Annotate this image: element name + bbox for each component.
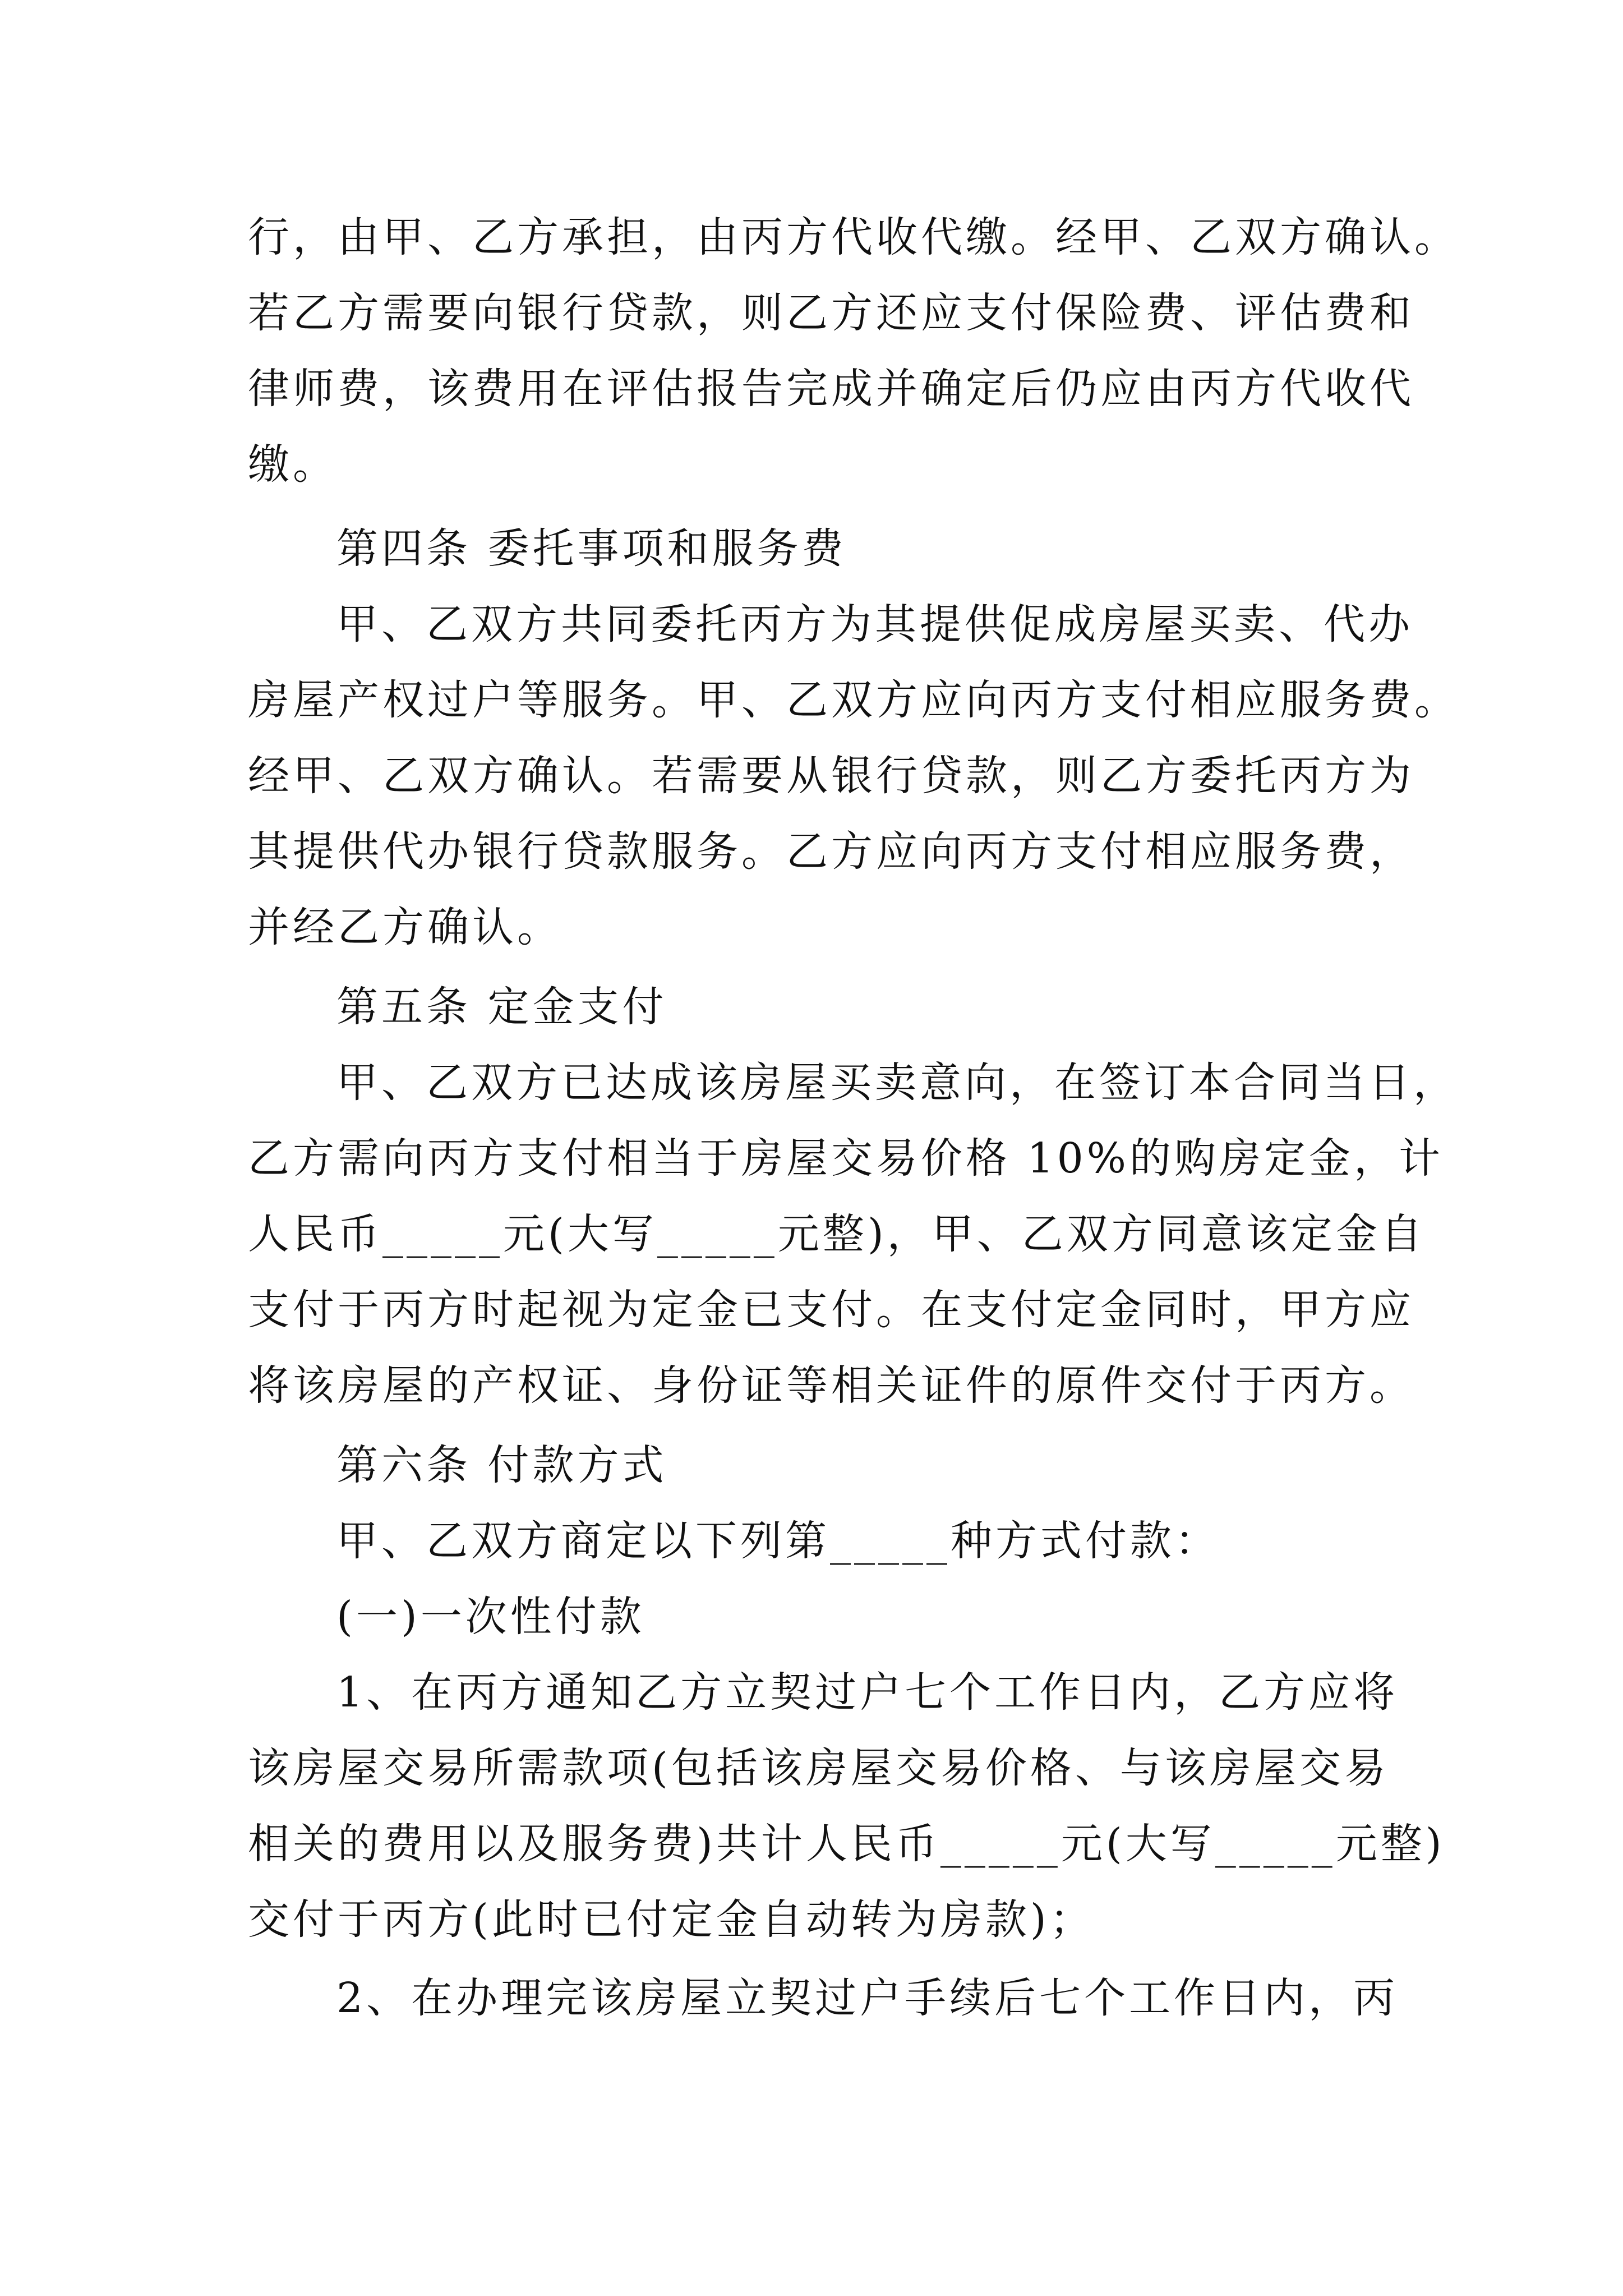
paragraph-line: 将该房屋的产权证、身份证等相关证件的原件交付于丙方。 — [248, 1361, 1414, 1410]
paragraph-line: 甲、乙双方商定以下列第_____种方式付款： — [336, 1517, 1220, 1565]
section-heading: 第五条 定金支付 — [336, 983, 667, 1031]
paragraph-line: 缴。 — [248, 440, 338, 489]
paragraph-line: 支付于丙方时起视为定金已支付。在支付定金同时，甲方应 — [248, 1286, 1414, 1334]
paragraph-line: 交付于丙方(此时已付定金自动转为房款)； — [248, 1895, 1095, 1944]
paragraph-line: 乙方需向丙方支付相当于房屋交易价格 10%的购房定金，计 — [248, 1134, 1444, 1182]
paragraph-line: 1、在丙方通知乙方立契过户七个工作日内，乙方应将 — [336, 1668, 1399, 1717]
paragraph-line: 该房屋交易所需款项(包括该房屋交易价格、与该房屋交易 — [248, 1744, 1389, 1792]
paragraph-line: 律师费，该费用在评估报告完成并确定后仍应由丙方代收代 — [248, 365, 1414, 413]
section-heading: 第四条 委托事项和服务费 — [336, 524, 847, 573]
paragraph-line: 行，由甲、乙方承担，由丙方代收代缴。经甲、乙双方确认。 — [248, 213, 1459, 261]
paragraph-line: 相关的费用以及服务费)共计人民币_____元(大写_____元整) — [248, 1820, 1445, 1868]
paragraph-line: 房屋产权过户等服务。甲、乙双方应向丙方支付相应服务费。 — [248, 676, 1459, 724]
paragraph-line: 2、在办理完该房屋立契过户手续后七个工作日内，丙 — [336, 1974, 1399, 2022]
paragraph-line: 并经乙方确认。 — [248, 903, 562, 951]
paragraph-line: 经甲、乙双方确认。若需要从银行贷款，则乙方委托丙方为 — [248, 752, 1414, 800]
paragraph-line: 甲、乙双方已达成该房屋买卖意向，在签订本合同当日， — [336, 1059, 1458, 1107]
paragraph-line: 人民币_____元(大写_____元整)，甲、乙双方同意该定金自 — [248, 1210, 1426, 1258]
subsection-heading: (一)一次性付款 — [336, 1593, 645, 1641]
paragraph-line: 甲、乙双方共同委托丙方为其提供促成房屋买卖、代办 — [336, 600, 1413, 648]
paragraph-line: 其提供代办银行贷款服务。乙方应向丙方支付相应服务费， — [248, 827, 1414, 876]
paragraph-line: 若乙方需要向银行贷款，则乙方还应支付保险费、评估费和 — [248, 289, 1414, 337]
section-heading: 第六条 付款方式 — [336, 1441, 667, 1489]
